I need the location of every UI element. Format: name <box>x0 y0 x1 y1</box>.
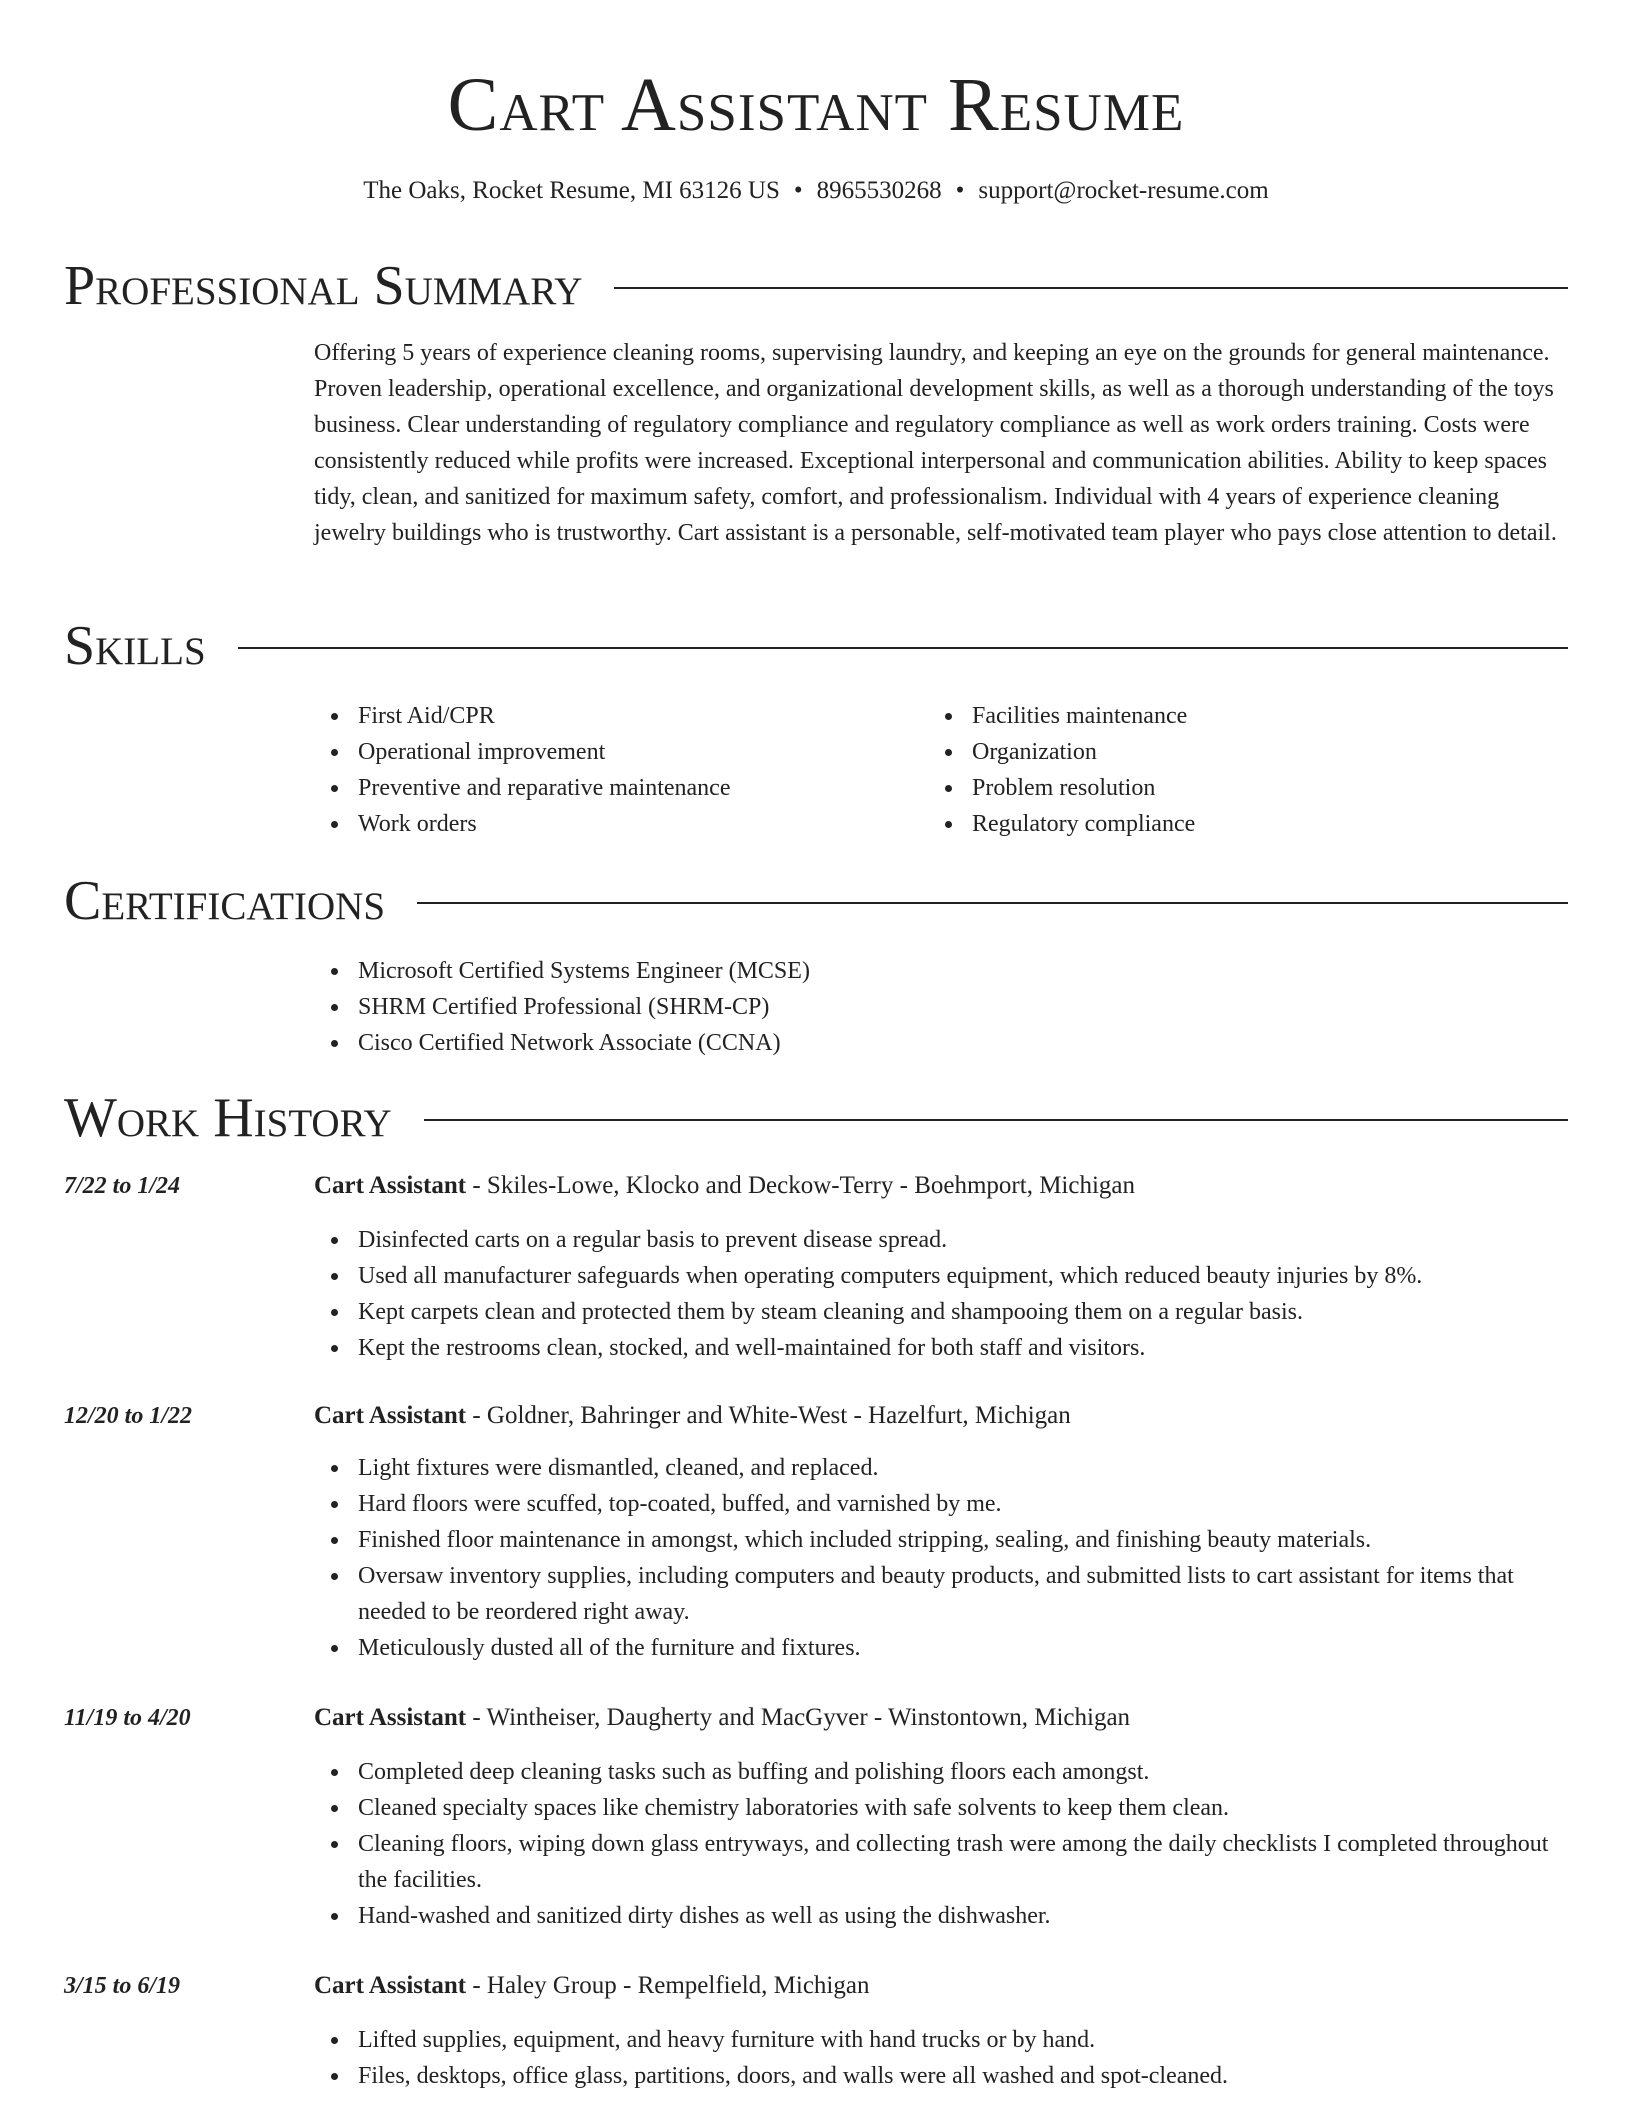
skill-item: Operational improvement <box>314 734 914 770</box>
certifications-list <box>314 953 1568 1061</box>
job-duty-item: Files, desktops, office glass, partitions, doors, and walls were all washed and spot-cleaned. <box>314 2058 1568 2094</box>
job-title <box>314 1168 1568 1204</box>
job-duty-item: Disinfected carts on a regular basis to prevent disease spread. <box>314 1222 1568 1258</box>
section-title: Professional Summary <box>64 255 583 317</box>
summary-text: Offering 5 years of experience cleaning rooms, supervising laundry, and keeping an eye on the grounds for general maintenance. Proven leadership, operational excellence, and organizational development skills, as well as a thorough understanding of the toys business. Clear understanding of regulatory compliance and regulatory compliance as well as work orders training. Costs were consistently reduced while profits were increased. Exceptional interpersonal and communication abilities. Ability to keep spaces tidy, clean, and sanitized for maximum safety, comfort, and professionalism. Individual with 4 years of experience cleaning jewelry buildings who is trustworthy. Cart assistant is a personable, self-motivated team player who pays close attention to detail. <box>314 340 1557 546</box>
job-dates: 7/22 to 1/24 <box>64 1173 181 1199</box>
job-dates: 3/15 to 6/19 <box>64 1973 181 1999</box>
work-history-section-heading <box>64 1086 1568 1150</box>
job-duty-item: Cleaning floors, wiping down glass entryways, and collecting trash were among the daily checklists I completed throughout the facilities. <box>314 1826 1568 1898</box>
job-role: Cart Assistant <box>314 1972 467 1999</box>
job-duties <box>314 1450 1568 1666</box>
skills-list-right <box>928 698 1548 842</box>
job-dates: 12/20 to 1/22 <box>64 1403 193 1429</box>
skill-item: Facilities maintenance <box>928 698 1548 734</box>
page-title: Cart Assistant Resume <box>447 63 1185 147</box>
section-title: Work History <box>64 1087 392 1149</box>
skill-item: First Aid/CPR <box>314 698 914 734</box>
job-dates: 11/19 to 4/20 <box>64 1705 191 1731</box>
contact-address: The Oaks, Rocket Resume, MI 63126 US <box>363 177 780 204</box>
job-role: Cart Assistant <box>314 1402 467 1429</box>
job-title <box>314 1968 1568 2004</box>
contact-email: support@rocket-resume.com <box>978 177 1269 204</box>
skills-section-heading <box>64 614 1568 678</box>
job-employer-location: - Goldner, Bahringer and White-West - Hazelfurt, Michigan <box>466 1402 1071 1429</box>
job-duty-item: Kept carpets clean and protected them by steam cleaning and shampooing them on a regular basis. <box>314 1294 1568 1330</box>
job-duty-item: Cleaned specialty spaces like chemistry laboratories with safe solvents to keep them clean. <box>314 1790 1568 1826</box>
certification-item: Microsoft Certified Systems Engineer (MCSE) <box>314 953 1568 989</box>
job-duty-item: Completed deep cleaning tasks such as buffing and polishing floors each amongst. <box>314 1754 1568 1790</box>
job-duty-item: Used all manufacturer safeguards when operating computers equipment, which reduced beauty injuries by 8%. <box>314 1258 1568 1294</box>
skill-item: Organization <box>928 734 1548 770</box>
job-employer-location: - Skiles-Lowe, Klocko and Deckow-Terry - Boehmport, Michigan <box>466 1172 1136 1199</box>
section-divider <box>614 287 1568 289</box>
skill-item: Problem resolution <box>928 770 1548 806</box>
job-duty-item: Meticulously dusted all of the furniture and fixtures. <box>314 1630 1568 1666</box>
job-title <box>314 1700 1568 1736</box>
job-duties <box>314 1222 1568 1366</box>
skill-item: Work orders <box>314 806 914 842</box>
skills-list-left <box>314 698 914 842</box>
job-duty-item: Hard floors were scuffed, top-coated, buffed, and varnished by me. <box>314 1486 1568 1522</box>
job-duty-item: Hand-washed and sanitized dirty dishes as well as using the dishwasher. <box>314 1898 1568 1934</box>
contact-line <box>0 174 1632 208</box>
contact-separator: • <box>955 177 965 204</box>
certification-item: Cisco Certified Network Associate (CCNA) <box>314 1025 1568 1061</box>
section-divider <box>417 902 1568 904</box>
section-title: Skills <box>64 615 206 677</box>
skill-item: Preventive and reparative maintenance <box>314 770 914 806</box>
section-divider <box>424 1119 1568 1121</box>
section-title: Certifications <box>64 870 386 932</box>
job-duty-item: Kept the restrooms clean, stocked, and well-maintained for both staff and visitors. <box>314 1330 1568 1366</box>
job-duty-item: Oversaw inventory supplies, including computers and beauty products, and submitted lists to cart assistant for items that needed to be reordered right away. <box>314 1558 1568 1630</box>
job-title <box>314 1398 1568 1434</box>
skill-item: Regulatory compliance <box>928 806 1548 842</box>
certifications-section-heading <box>64 869 1568 933</box>
contact-separator: • <box>793 177 803 204</box>
summary-section-heading <box>64 254 1568 318</box>
job-duties <box>314 2022 1568 2094</box>
job-role: Cart Assistant <box>314 1704 467 1731</box>
job-employer-location: - Haley Group - Rempelfield, Michigan <box>466 1972 870 1999</box>
job-duty-item: Finished floor maintenance in amongst, which included stripping, sealing, and finishing beauty materials. <box>314 1522 1568 1558</box>
section-divider <box>238 647 1568 649</box>
contact-phone: 8965530268 <box>816 177 942 204</box>
job-duty-item: Light fixtures were dismantled, cleaned, and replaced. <box>314 1450 1568 1486</box>
job-employer-location: - Wintheiser, Daugherty and MacGyver - Winstontown, Michigan <box>466 1704 1131 1731</box>
job-duties <box>314 1754 1568 1934</box>
certification-item: SHRM Certified Professional (SHRM-CP) <box>314 989 1568 1025</box>
job-role: Cart Assistant <box>314 1172 467 1199</box>
job-duty-item: Lifted supplies, equipment, and heavy furniture with hand trucks or by hand. <box>314 2022 1568 2058</box>
